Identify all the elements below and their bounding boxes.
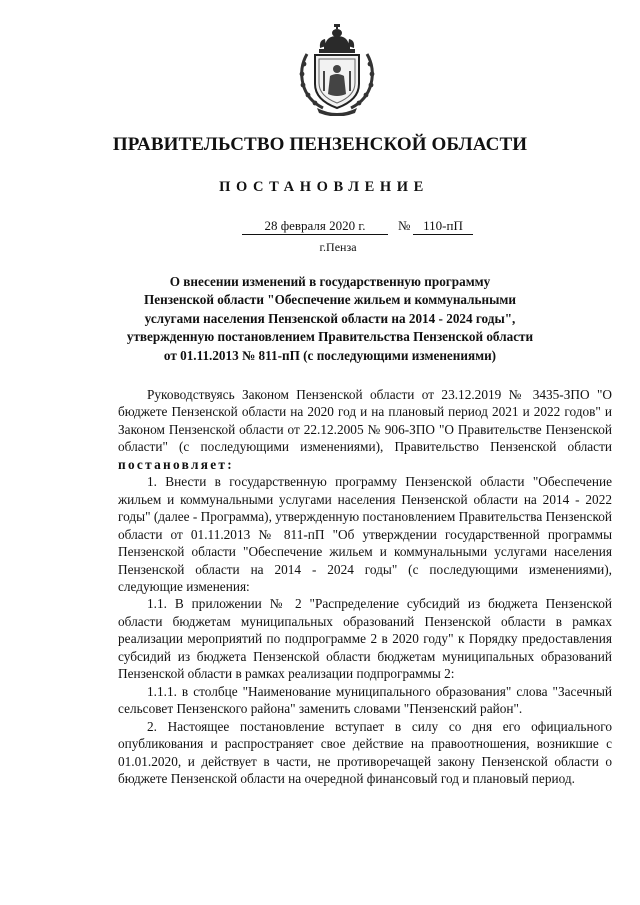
paragraph-item-1-1-1: 1.1.1. в столбце "Наименование муниципального образования" слова "Засечный сельсовет Пензенского района" заменить словами "Пензенский район". — [118, 683, 612, 717]
heading-line: услугами населения Пензенской области на 2014 - 2024 годы", — [144, 310, 516, 326]
city: г.Пенза — [319, 240, 357, 254]
heading-line: от 01.11.2013 № 811-пП (с последующими изменениями) — [163, 347, 497, 363]
coat-of-arms-icon — [293, 24, 381, 116]
number-sign: № — [398, 218, 411, 233]
paragraph-item-1: 1. Внести в государственную программу Пензенской области "Обеспечение жильем и коммунальными услугами населения Пензенской области на 2014 - 2022 годы" (далее - Программа), утвержденную постановлением Правительства Пензенской области от 01.11.2013 № 811-пП "Об утверждении государственной программы Пензенской области "Обеспечение жильем и коммунальными услугами населения Пензенской области на 2014 - 2024 годы" (с последующими изменениями), следующие изменения: — [118, 474, 612, 594]
government-title: ПРАВИТЕЛЬСТВО ПЕНЗЕНСКОЙ ОБЛАСТИ — [112, 134, 528, 155]
preamble-text: Руководствуясь Законом Пензенской области от 23.12.2019 № 3435-ЗПО "О бюджете Пензенской области на 2020 год и на плановый период 2021 и 2022 годов" и Законом Пензенской области от 22.12.2005 № 906-ЗПО "О Правительстве Пензенской области" (с последующими изменениями), Правительство Пензенской области — [118, 387, 612, 455]
paragraph-item-2: 2. Настоящее постановление вступает в силу со дня его официального опубликования и распространяет свое действие на правоотношения, возникшие с 01.01.2020, и действует в части, не противоречащей закону Пензенской области о бюджете Пензенской области на очередной финансовый год и плановый период. — [118, 718, 612, 786]
document-number: 110-пП — [413, 218, 473, 235]
document-type: ПОСТАНОВЛЕНИЕ — [219, 179, 429, 195]
paragraph-item-1-1: 1.1. В приложении № 2 "Распределение субсидий из бюджета Пензенской области бюджетам муниципальных образований Пензенской области в рамках реализации мероприятий по подпрограмме 2 в 2020 году" к Порядку предоставления субсидий из бюджета Пензенской области бюджетам муниципальных образований Пензенской области в рамках реализации подпрограммы 2: — [118, 596, 612, 682]
paragraph-preamble — [118, 386, 612, 473]
heading-line: утвержденную постановлением Правительства Пензенской области — [126, 329, 534, 345]
heading-line: О внесении изменений в государственную программу — [169, 274, 491, 289]
document-body — [118, 386, 612, 787]
document-date: 28 февраля 2020 г. — [242, 218, 388, 235]
document-heading — [95, 273, 565, 365]
resolution-keyword: постановляет: — [118, 456, 234, 472]
heading-line: Пензенской области "Обеспечение жильем и коммунальными — [144, 292, 516, 308]
